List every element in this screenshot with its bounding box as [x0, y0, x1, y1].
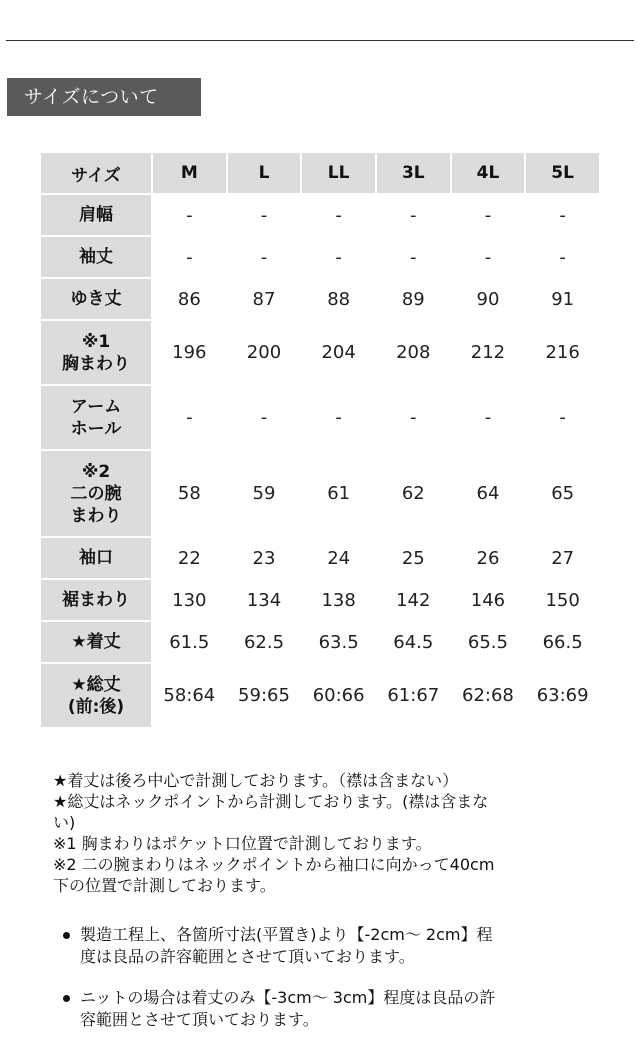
measurement-cell: - [452, 237, 525, 277]
measurement-cell: 90 [452, 279, 525, 319]
size-column-header: 5L [526, 153, 599, 193]
measurement-cell: 130 [153, 580, 226, 620]
row-label [41, 664, 151, 727]
tolerance-item [60, 924, 590, 968]
size-header-label: サイズ [41, 153, 151, 193]
measurement-cell: 61 [302, 451, 375, 536]
measurement-notes [53, 770, 593, 896]
measurement-cell: 65.5 [452, 622, 525, 662]
size-table-row [41, 664, 599, 727]
note-line: い) [53, 813, 76, 832]
tolerance-line: ニットの場合は着丈のみ【-3cm～ 3cm】程度は良品の許 [80, 988, 496, 1007]
row-label-line: 肩幅 [79, 205, 113, 225]
measurement-cell: 89 [377, 279, 450, 319]
row-label-line: ★総丈 [71, 674, 121, 695]
size-header-row [41, 153, 599, 193]
size-column-header: L [228, 153, 301, 193]
measurement-cell: 88 [302, 279, 375, 319]
measurement-cell: 61:67 [377, 664, 450, 727]
measurement-cell: 216 [526, 321, 599, 384]
measurement-cell: 64.5 [377, 622, 450, 662]
row-label-line: 胸まわり [62, 353, 130, 374]
note-line: 下の位置で計測しております。 [53, 876, 276, 895]
bullet-dot-icon [63, 995, 70, 1002]
row-label-line: 二の腕 [70, 483, 122, 504]
measurement-cell: - [452, 195, 525, 235]
size-column-header: LL [302, 153, 375, 193]
size-table-row [41, 386, 599, 449]
measurement-cell: - [526, 195, 599, 235]
measurement-cell: - [452, 386, 525, 449]
measurement-cell: 24 [302, 538, 375, 578]
size-column-header: 4L [452, 153, 525, 193]
measurement-cell: - [153, 195, 226, 235]
measurement-cell: 66.5 [526, 622, 599, 662]
measurement-cell: 63:69 [526, 664, 599, 727]
row-label [41, 279, 151, 319]
measurement-cell: - [228, 386, 301, 449]
measurement-cell: 25 [377, 538, 450, 578]
size-table-row [41, 237, 599, 277]
bullet-dot-icon [63, 932, 70, 939]
tolerance-line: 容範囲とさせて頂いております。 [80, 1010, 319, 1029]
measurement-cell: 59:65 [228, 664, 301, 727]
measurement-cell: - [526, 237, 599, 277]
row-label-line: ゆき丈 [70, 289, 122, 309]
measurement-cell: 59 [228, 451, 301, 536]
measurement-cell: 62 [377, 451, 450, 536]
size-table-row [41, 538, 599, 578]
row-label-line: アーム [70, 396, 122, 417]
row-label-line: 袖口 [79, 548, 113, 568]
measurement-cell: 61.5 [153, 622, 226, 662]
measurement-cell: - [377, 386, 450, 449]
row-label-line: ホール [70, 418, 122, 439]
measurement-cell: 58:64 [153, 664, 226, 727]
row-label-line: ※2 [81, 461, 111, 482]
tolerance-line: 度は良品の許容範囲とさせて頂いております。 [80, 947, 415, 966]
measurement-cell: - [302, 386, 375, 449]
measurement-cell: 91 [526, 279, 599, 319]
measurement-cell: - [153, 237, 226, 277]
measurement-cell: - [153, 386, 226, 449]
row-label-line: (前:後) [67, 696, 125, 717]
measurement-cell: 62.5 [228, 622, 301, 662]
measurement-cell: 146 [452, 580, 525, 620]
measurement-cell: 26 [452, 538, 525, 578]
row-label [41, 580, 151, 620]
size-table-row [41, 279, 599, 319]
measurement-cell: 86 [153, 279, 226, 319]
measurement-cell: 62:68 [452, 664, 525, 727]
measurement-cell: - [228, 237, 301, 277]
tolerance-list [60, 924, 590, 1050]
note-line: ※1 胸まわりはポケット口位置で計測しております。 [53, 834, 432, 853]
measurement-cell: - [526, 386, 599, 449]
measurement-cell: 65 [526, 451, 599, 536]
measurement-cell: 138 [302, 580, 375, 620]
measurement-cell: - [377, 237, 450, 277]
row-label [41, 195, 151, 235]
measurement-cell: - [302, 237, 375, 277]
size-table-row [41, 195, 599, 235]
measurement-cell: 142 [377, 580, 450, 620]
size-table-row [41, 580, 599, 620]
measurement-cell: 204 [302, 321, 375, 384]
row-label-line: まわり [70, 505, 122, 526]
measurement-cell: 208 [377, 321, 450, 384]
measurement-cell: 63.5 [302, 622, 375, 662]
row-label-line: ※1 [81, 331, 111, 352]
size-table-row [41, 622, 599, 662]
row-label [41, 237, 151, 277]
row-label [41, 386, 151, 449]
row-label [41, 321, 151, 384]
measurement-cell: 27 [526, 538, 599, 578]
measurement-cell: - [228, 195, 301, 235]
measurement-cell: 134 [228, 580, 301, 620]
measurement-cell: 23 [228, 538, 301, 578]
note-line: ※2 二の腕まわりはネックポイントから袖口に向かって40cm [53, 855, 495, 874]
measurement-cell: 196 [153, 321, 226, 384]
measurement-cell: 212 [452, 321, 525, 384]
size-column-header: 3L [377, 153, 450, 193]
tolerance-item [60, 987, 590, 1031]
size-table-row [41, 321, 599, 384]
measurement-cell: 58 [153, 451, 226, 536]
measurement-cell: 200 [228, 321, 301, 384]
tolerance-line: 製造工程上、各箇所寸法(平置き)より【-2cm～ 2cm】程 [80, 925, 493, 944]
row-label-line: ★着丈 [71, 632, 121, 652]
row-label-line: 裾まわり [62, 590, 130, 610]
row-label-line: 袖丈 [79, 247, 113, 267]
measurement-cell: 60:66 [302, 664, 375, 727]
note-line: ★総丈はネックポイントから計測しております。(襟は含まな [53, 792, 489, 811]
note-line: ★着丈は後ろ中心で計測しております。（襟は含まない） [53, 771, 459, 790]
size-table [39, 151, 601, 729]
section-title: サイズについて [7, 78, 201, 116]
measurement-cell: - [377, 195, 450, 235]
row-label [41, 538, 151, 578]
size-table-row [41, 451, 599, 536]
measurement-cell: 22 [153, 538, 226, 578]
measurement-cell: 87 [228, 279, 301, 319]
row-label [41, 622, 151, 662]
row-label [41, 451, 151, 536]
top-divider [6, 40, 634, 41]
measurement-cell: - [302, 195, 375, 235]
measurement-cell: 150 [526, 580, 599, 620]
size-column-header: M [153, 153, 226, 193]
measurement-cell: 64 [452, 451, 525, 536]
